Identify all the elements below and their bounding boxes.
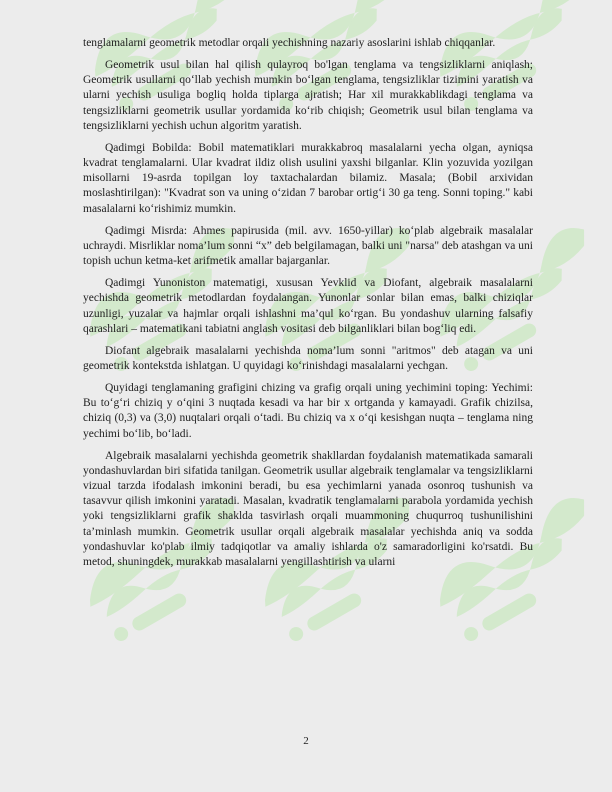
paragraph-7: Quyidagi tenglamaning grafigini chizing va grafig orqali uning yechimini toping: Yechimi: Bu to‘g‘ri chiziq y o‘qini 3 nuqtada kesadi va har bir x ortganda y kamayadi. Grafik chizilsa, chiziq (0,3) va (3,0) nuqtalari orqali o‘tadi. Bu chiziq va x o‘qi kesishgan nuqta – tenglama ning yechimi bo‘lib, bo‘ladi. [83, 382, 533, 440]
paragraph-8: Algebraik masalalarni yechishda geometrik shakllardan foydalanish matematikada samarali yondashuvlardan biri sifatida tanilgan. Geometrik usullar algebraik tenglamalar va tengsizliklarni vizual tarzda ifodalash imkonini beradi, bu esa yechimlarni yanada osonroq tushunish va tasavvur qilish imkonini yaratadi. Masalan, kvadratik tenglamalarni parabola yordamida yechish yoki tengsizliklarni grafik shaklda tasvirlash orqali muammoning chuqurroq tushunilishini ta’minlash mumkin. Geometrik usullar orqali algebraik masalalar yechishda aniq va sodda yondashuvlar ko'plab ilmiy tadqiqotlar va amaliy ishlarda o'z samaradorligini ko'rsatdi. Bu metod, shuningdek, murakkab masalalarni yengillashtirish va ularni [83, 449, 533, 568]
paragraph-2: Geometrik usul bilan hal qilish qulayroq bo'lgan tenglama va tengsizliklarni aniqlash; Geometrik usullarni qo‘llab yechish mumkin bo‘lgan tenglama, tengsizliklar tizimini yaratish va ularni yechish usuliga bogliq holda tiplarga ajratish; Har xil murakkablikdagi tenglama va tengsizliklarni geometrik usullar yordamida ko‘rib chiqish; Geometrik usul bilan tenglama va tengsizliklarni yechish uchun algoritm yaratish. [83, 59, 533, 132]
paragraph-5: Qadimgi Yunoniston matematigi, xususan Yevklid va Diofant, algebraik masalalarni yechishda geometrik metodlardan foydalangan. Yunonlar sonlar bilan emas, balki chiziqlar uzunligi, yuzalar va hajmlar orqali ishlashni ma’qul ko‘rgan. Bu yondashuv ularning falsafiy qarashlari – matematikani tabiatni anglash vositasi deb bilganliklari bilan bog‘liq edi. [83, 277, 533, 335]
paragraph-4: Qadimgi Misrda: Ahmes papirusida (mil. avv. 1650-yillar) ko‘plab algebraik masalalar uchraydi. Misrliklar noma’lum sonni “x” deb belgilamagan, balki uni "narsa" deb atashgan va uni topish uchun ketma-ket arifmetik amallar bajarganlar. [83, 224, 533, 268]
body-text [83, 36, 533, 577]
page-number: 2 [303, 735, 309, 747]
paragraph-1: tenglamalarni geometrik metodlar orqali yechishning nazariy asoslarini ishlab chiqqanlar. [83, 37, 496, 49]
paragraph-6: Diofant algebraik masalalarni yechishda noma’lum sonni "aritmos" deb atagan va uni geometrik kontekstda ishlatgan. U quyidagi ko‘rinishdagi masalalarni yechgan. [83, 344, 533, 372]
paragraph-3: Qadimgi Bobilda: Bobil matematiklari murakkabroq masalalarni yecha olgan, ayniqsa kvadrat tenglamalarni. Ular kvadrat ildiz olish usulini yaxshi bilganlar. Klin yozuvida yozilgan misollarni 19-asrda topilgan loy taxtachalardan bilamiz. Masala; (Bobil arxividan moslashtirilgan): "Kvadrat son va uning o‘zidan 7 barobar ortig‘i 30 ga teng. Sonni toping." kabi masalalarni ko‘rishimiz mumkin. [83, 141, 533, 215]
